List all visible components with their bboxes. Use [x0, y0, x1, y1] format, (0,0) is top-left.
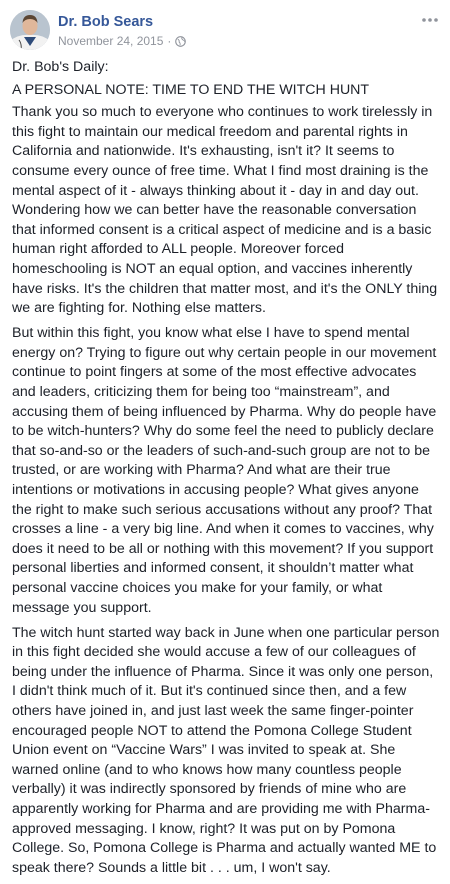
post-date[interactable]: November 24, 2015	[58, 34, 164, 48]
meta-separator: ·	[167, 34, 172, 48]
post-body	[12, 58, 440, 884]
ellipsis-icon	[422, 18, 438, 22]
post-paragraph-1: Thank you so much to everyone who continues to work tirelessly in this fight to maintain our medical freedom and parental rights in California and nationwide. It's exhausting, isn't it? It seems to consume every ounce of free time. What I find most draining is the mental aspect of it - always thinking about it - day in and day out. Wondering how we can better have the reasonable conversation that informed consent is a critical aspect of medicine and is a basic human right afforded to ALL people. Moreover forced homeschooling is NOT an equal option, and vaccines inherently have risks. It's the children that matter most, and it's the ONLY thing we are fighting for. Nothing else matters.	[12, 104, 438, 317]
avatar-photo	[10, 10, 50, 50]
post-options-button[interactable]	[420, 12, 440, 28]
author-name-link[interactable]: Dr. Bob Sears	[58, 14, 154, 30]
post-title-line: A PERSONAL NOTE: TIME TO END THE WITCH HUNT	[12, 81, 370, 98]
post-header	[10, 10, 440, 50]
avatar[interactable]	[10, 10, 50, 50]
post-paragraph-heading: Dr. Bob's Daily:	[12, 59, 109, 75]
post-paragraph-3: The witch hunt started way back in June when one particular person in this fight decided she would accuse a few of our colleagues of being under the influence of Pharma. Since it was only one person, I didn't think much of it. But it's continued since then, and a few others have joined in, and just last week the same finger-pointer encouraged people NOT to attend the Pomona College Student Union event on “Vaccine Wars” I was invited to speak at. She warned online (and to who knows how many countless people verbally) it was indirectly sponsored by friends of mine who are apparently working for Pharma and are providing me with Pharma-approved messaging. I know, right? It was put on by Pomona College. So, Pomona College is Pharma and actually wanted ME to speak there? Sounds a little bit . . . um, I won't say.	[12, 624, 440, 876]
post-paragraph-2: But within this fight, you know what else I have to spend mental energy on? Trying to figure out why certain people in our movement continue to point fingers at some of the most effective advocates and leaders, criticizing them for being too “mainstream”, and accusing them of being influenced by Pharma. Why do people have to be witch-hunters? Why do some feel the need to publicly declare that so-and-so or the leaders of such-and-such group are not to be trusted, or are working with Pharma? And what are their true intentions or motivations in accusing people? What gives anyone the right to make such serious accusations without any proof? That crosses a line - a very big line. And when it comes to vaccines, why does it need to be all or nothing with this movement? If you support personal liberties and informed consent, it shouldn’t matter what personal vaccine choices you make for your family, or what message you support.	[12, 325, 437, 616]
globe-icon	[175, 36, 186, 47]
post-meta	[58, 34, 186, 48]
